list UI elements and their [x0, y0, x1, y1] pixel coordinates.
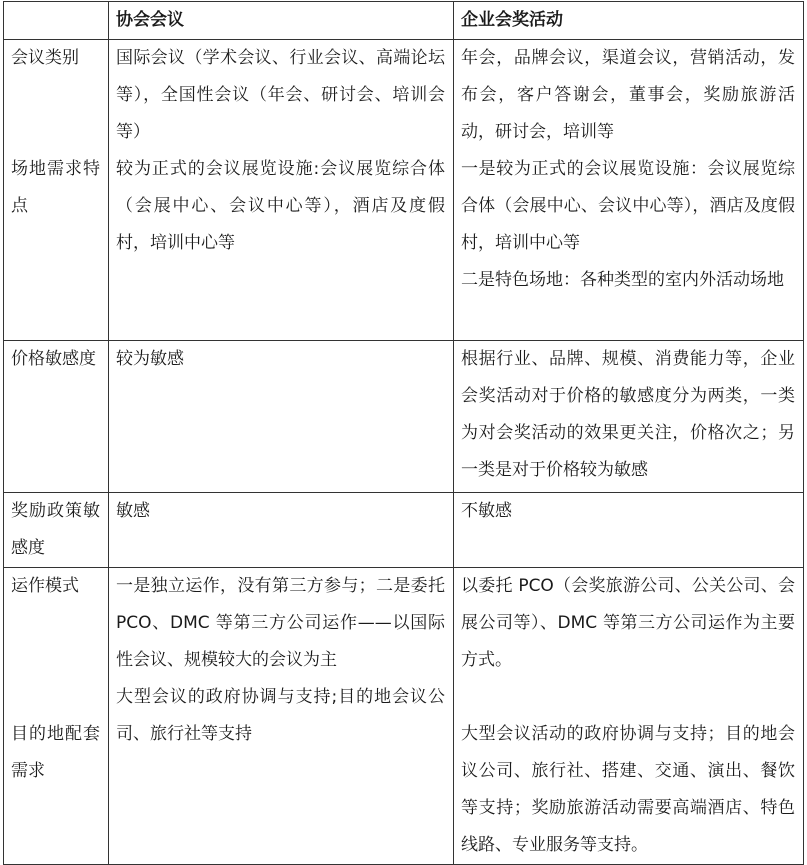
header-empty-cell	[4, 2, 109, 40]
association-destination-support: 大型会议的政府协调与支持;目的地会议公司、旅行社等支持	[116, 687, 445, 744]
association-incentive-sensitivity: 敏感	[116, 501, 150, 521]
corporate-destination-support: 大型会议活动的政府协调与支持；目的地会议公司、旅行社、搭建、交通、演出、餐饮等支持；奖励旅游活动需要高端酒店、特色线路、专业服务等支持。	[461, 724, 795, 855]
row-label-cell	[4, 568, 109, 865]
association-cell	[109, 40, 454, 341]
row-label-cell	[4, 493, 109, 568]
association-cell	[109, 568, 454, 865]
corporate-cell	[454, 493, 804, 568]
association-venue-requirements: 较为正式的会议展览设施:会议展览综合体（会展中心、会议中心等），酒店及度假村，培训中心等	[116, 159, 445, 253]
table-row	[4, 493, 804, 568]
corporate-incentive-sensitivity: 不敏感	[461, 501, 512, 521]
corporate-cell	[454, 40, 804, 341]
corporate-cell	[454, 568, 804, 865]
corporate-venue-formal: 一是较为正式的会议展览设施：会议展览综合体（会展中心、会议中心等），酒店及度假村，培训中心等	[461, 159, 795, 253]
row-label-cell	[4, 40, 109, 341]
header-corporate-mice: 企业会奖活动	[454, 2, 804, 40]
corporate-operation-mode: 以委托 PCO（会奖旅游公司、公关公司、会展公司等）、DMC 等第三方公司运作为主要方式。	[461, 576, 795, 670]
header-association-meeting: 协会会议	[109, 2, 454, 40]
corporate-price-sensitivity: 根据行业、品牌、规模、消费能力等，企业会奖活动对于价格的敏感度分为两类，一类为对会奖活动的效果更关注，价格次之；另一类是对于价格较为敏感	[461, 349, 795, 480]
table-row	[4, 568, 804, 865]
association-meeting-category: 国际会议（学术会议、行业会议、高端论坛等），全国性会议（年会、研讨会、培训会等）	[116, 48, 445, 142]
association-cell	[109, 493, 454, 568]
label-meeting-category: 会议类别	[11, 48, 79, 68]
corporate-meeting-category: 年会，品牌会议，渠道会议，营销活动，发布会，客户答谢会，董事会，奖励旅游活动，研讨会，培训等	[461, 48, 795, 142]
corporate-venue-special: 二是特色场地：各种类型的室内外活动场地	[461, 270, 784, 290]
table-row	[4, 40, 804, 341]
header-row	[4, 2, 804, 40]
table-row	[4, 341, 804, 493]
label-operation-mode: 运作模式	[11, 576, 79, 596]
label-venue-requirements: 场地需求特点	[11, 159, 100, 216]
association-cell	[109, 341, 454, 493]
label-incentive-sensitivity: 奖励政策敏感度	[11, 501, 100, 558]
association-price-sensitivity: 较为敏感	[116, 349, 184, 369]
association-operation-mode: 一是独立运作，没有第三方参与；二是委托 PCO、DMC 等第三方公司运作——以国际性会议、规模较大的会议为主	[116, 576, 445, 670]
corporate-cell	[454, 341, 804, 493]
label-price-sensitivity: 价格敏感度	[11, 349, 96, 369]
comparison-table	[3, 1, 804, 865]
row-label-cell	[4, 341, 109, 493]
label-destination-support: 目的地配套需求	[11, 724, 100, 781]
